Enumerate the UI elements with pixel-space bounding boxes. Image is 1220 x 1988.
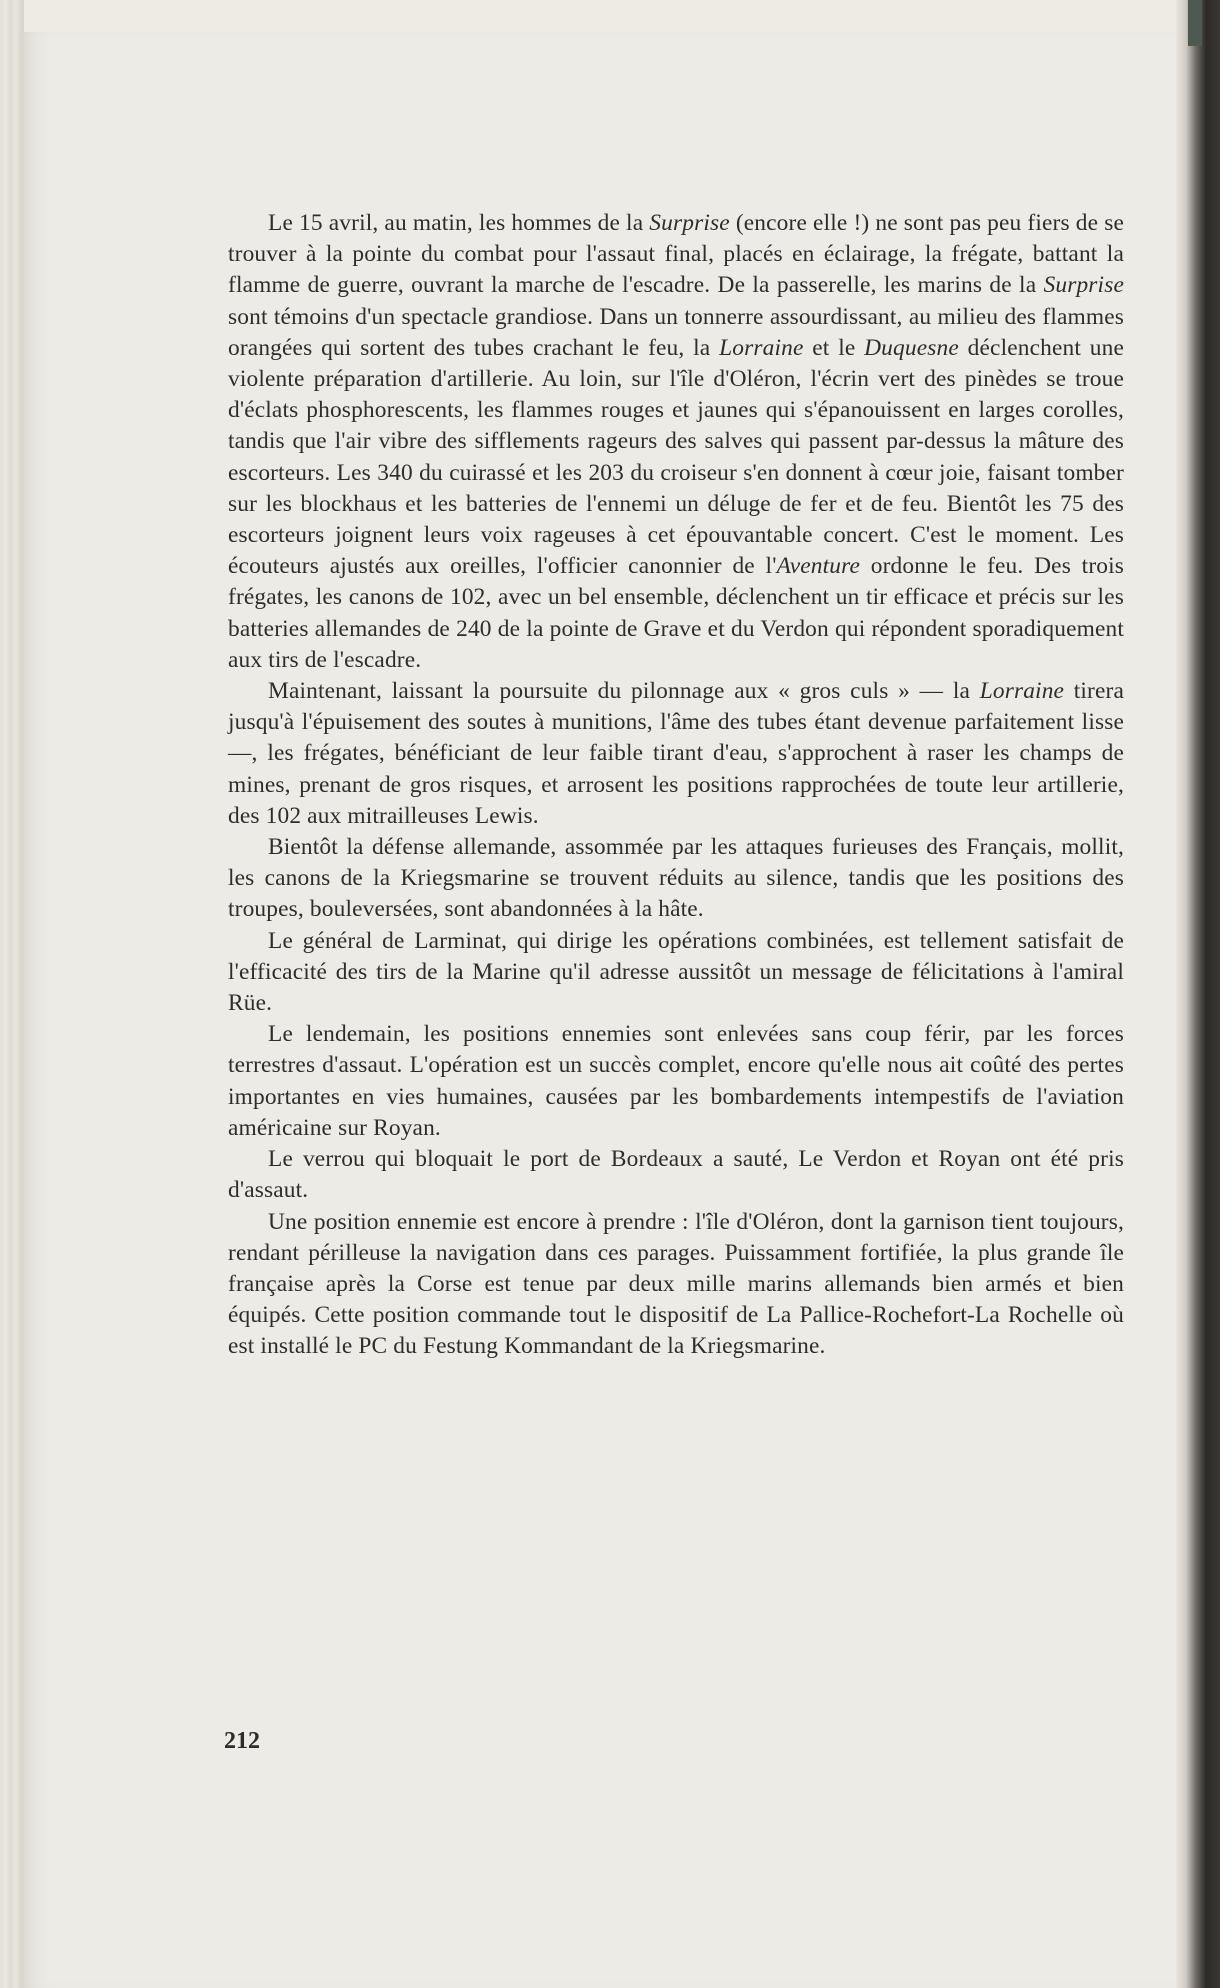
text-run: ordonne le feu. Des trois frégates, les canons de 102, avec un bel ensemble, déclenchent un tir efficace et précis sur les batteries allemandes de 240 de la pointe de Grave et du Verdon qui répondent sporadiquement aux tirs de l'escadre. xyxy=(228,553,1125,673)
text-run: Le 15 avril, au matin, les hommes de la xyxy=(268,210,650,236)
italic-text: Aventure xyxy=(776,553,861,580)
page-stack-edge xyxy=(0,0,24,1988)
italic-text: Lorraine xyxy=(979,678,1065,705)
text-run: sont témoins d'un spectacle grandiose. Dans un tonnerre assourdissant, au milieu des flammes orangées qui sortent des tubes crachant le feu, la xyxy=(228,303,1124,361)
page-number: 212 xyxy=(224,1728,260,1754)
italic-text: Surprise xyxy=(1043,272,1124,299)
paragraph xyxy=(228,676,1124,832)
paragraph xyxy=(228,1207,1124,1363)
text-run: tirera jusqu'à l'épuisement des soutes à munitions, l'âme des tubes étant devenue parfaitement lisse —, les frégates, bénéficiant de leur faible tirant d'eau, s'approchent à raser les champs de mines, prenant de gros risques, et arrosent les positions rapprochées de toute leur artillerie, des 102 aux mitrailleuses Lewis. xyxy=(228,678,1124,829)
text-run: Le lendemain, les positions ennemies sont enlevées sans coup férir, par les forces terrestres d'assaut. L'opération est un succès complet, encore qu'elle nous ait coûté des pertes importantes en vies humaines, causées par les bombardements intempestifs de l'aviation américaine sur Royan. xyxy=(228,1021,1124,1141)
italic-text: Lorraine xyxy=(719,334,804,361)
text-run: Maintenant, laissant la poursuite du pilonnage aux « gros culs » — la xyxy=(268,678,980,705)
book-spine-edge xyxy=(1176,0,1220,1988)
paragraph xyxy=(228,832,1124,926)
paragraph xyxy=(228,208,1124,676)
text-run: Bientôt la défense allemande, assommée par les attaques furieuses des Français, mollit, les canons de la Kriegsmarine se trouvent réduits au silence, tandis que les positions des troupes, bouleversées, sont abandonnées à la hâte. xyxy=(228,834,1124,923)
body-text xyxy=(228,208,1124,1363)
text-run: Le verrou qui bloquait le port de Bordeaux a sauté, Le Verdon et Royan ont été pris d'assaut. xyxy=(228,1146,1124,1204)
text-run: Une position ennemie est encore à prendre : l'île d'Oléron, dont la garnison tient toujours, rendant périlleuse la navigation dans ces parages. Puissamment fortifiée, la plus grande île française après la Corse est tenue par deux mille marins allemands bien armés et bien équipés. Cette position commande tout le dispositif de La Pallice-Rochefort-La Rochelle où est installé le PC du Festung Kommandant de la Kriegsmarine. xyxy=(228,1208,1124,1360)
text-run: Le général de Larminat, qui dirige les opérations combinées, est tellement satisfait de l'efficacité des tirs de la Marine qu'il adresse aussitôt un message de félicitations à l'amiral Rüe. xyxy=(228,927,1124,1017)
text-run: et le xyxy=(803,334,865,361)
paragraph xyxy=(228,1019,1124,1144)
text-run: déclenchent une violente préparation d'artillerie. Au loin, sur l'île d'Oléron, l'écrin vert des pinèdes se troue d'éclats phosphorescents, les flammes rouges et jaunes qui s'épanouissent en larges corolles, tandis que l'air vibre des sifflements rageurs des salves qui passent par-dessus la mâture des escorteurs. Les 340 du cuirassé et les 203 du croiseur s'en donnent à cœur joie, faisant tomber sur les blockhaus et les batteries de l'ennemi un déluge de fer et de feu. Bientôt les 75 des escorteurs joignent leurs voix rageuses à cet épouvantable concert. C'est le moment. Les écouteurs ajustés aux oreilles, l'officier canonnier de l' xyxy=(228,334,1124,580)
italic-text: Surprise xyxy=(649,210,730,236)
paragraph xyxy=(228,1144,1124,1206)
paragraph xyxy=(228,926,1124,1020)
text-run: (encore elle !) ne sont pas peu fiers de se trouver à la pointe du combat pour l'assaut final, placés en éclairage, la frégate, battant la flamme de guerre, ouvrant la marche de l'escadre. De la passerelle, les marins de la xyxy=(228,210,1124,299)
italic-text: Duquesne xyxy=(864,334,959,361)
